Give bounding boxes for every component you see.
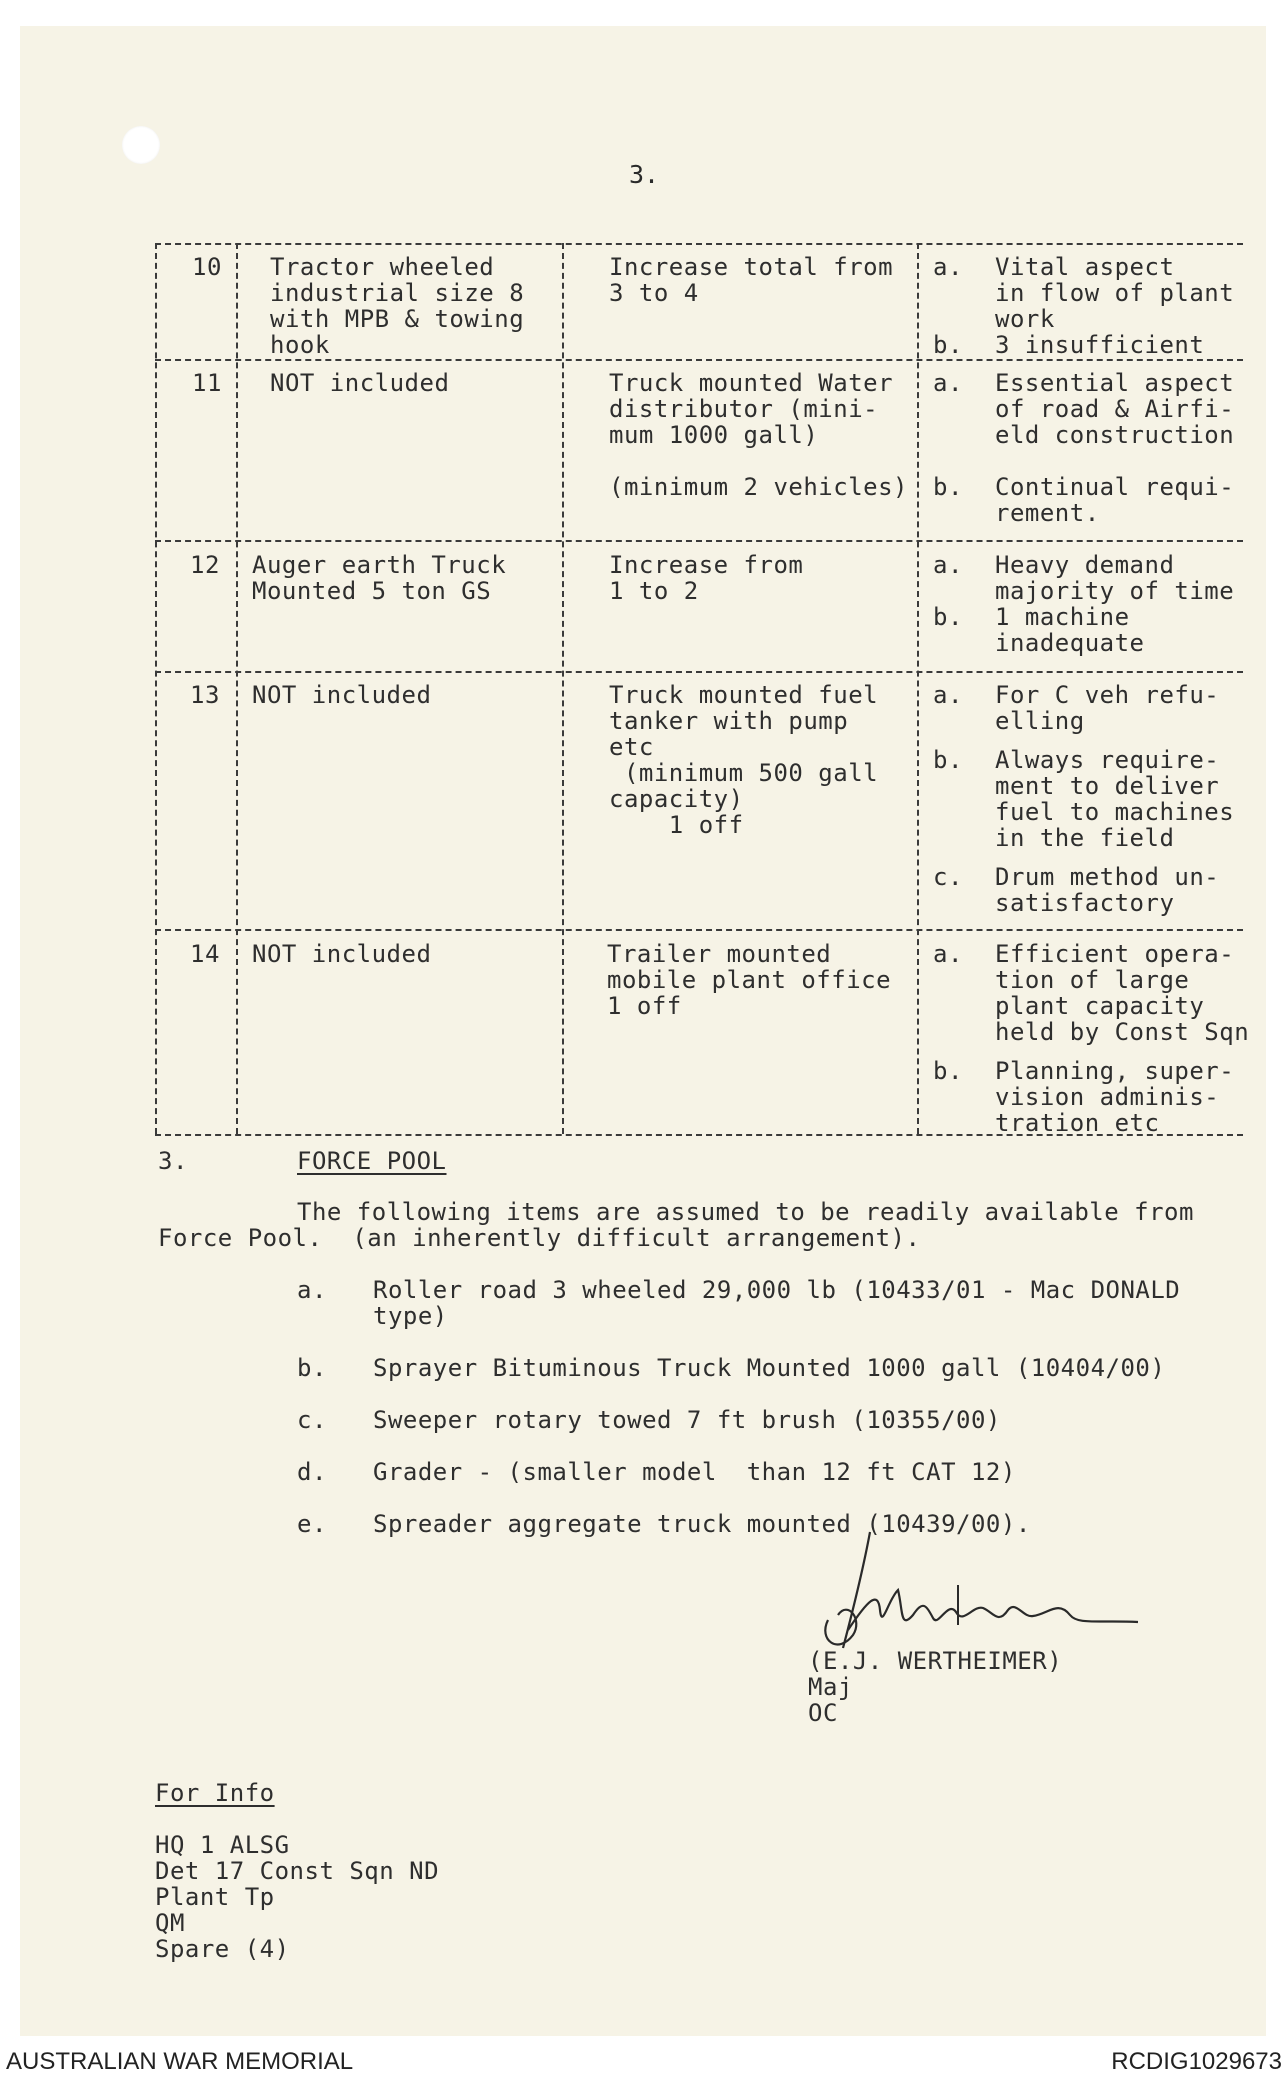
row-number: 14	[190, 940, 220, 968]
list-item-text: Sweeper rotary towed 7 ft brush (10355/00)	[373, 1406, 1001, 1434]
intro-text: Force Pool. (an inherently difficult arrangement).	[158, 1224, 921, 1252]
reason-text: 1 machine inadequate	[995, 603, 1145, 657]
table-col-line	[562, 243, 564, 1134]
reason-text: Planning, super- vision adminis- tration etc	[995, 1057, 1235, 1137]
reason-letter: c.	[933, 863, 963, 891]
reason-text: Vital aspect in flow of plant work	[995, 253, 1235, 333]
signatory-appointment: OC	[808, 1699, 838, 1727]
section-title: FORCE POOL	[297, 1147, 447, 1175]
table-rule	[155, 243, 1243, 245]
distribution-heading: For Info	[155, 1779, 275, 1807]
row-number: 11	[192, 369, 222, 397]
reason-letter: a.	[933, 369, 963, 397]
list-item-text: Sprayer Bituminous Truck Mounted 1000 gall (10404/00)	[373, 1354, 1166, 1382]
list-item-letter: c.	[297, 1406, 327, 1434]
equipment-current: Tractor wheeled industrial size 8 with MPB & towing hook	[270, 253, 525, 359]
distribution-item: QM	[155, 1909, 185, 1937]
reason-letter: a.	[933, 551, 963, 579]
list-item-letter: d.	[297, 1458, 327, 1486]
table-col-line	[236, 243, 238, 1134]
reason-letter: a.	[933, 681, 963, 709]
list-item-text: Roller road 3 wheeled 29,000 lb (10433/01 - Mac DONALD type)	[373, 1276, 1181, 1330]
equipment-proposed: Trailer mounted mobile plant office 1 off	[607, 940, 892, 1020]
reason-text: Always require- ment to deliver fuel to machines in the field	[995, 746, 1235, 852]
row-number: 12	[190, 551, 220, 579]
reason-text: Drum method un- satisfactory	[995, 863, 1220, 917]
table-col-line	[155, 243, 157, 1134]
equipment-proposed: Truck mounted fuel tanker with pump etc (minimum 500 gall capacity) 1 off	[609, 681, 879, 839]
table-col-line	[917, 243, 919, 1134]
equipment-proposed: Truck mounted Water distributor (mini- mum 1000 gall) (minimum 2 vehicles)	[609, 369, 908, 501]
equipment-proposed: Increase from 1 to 2	[609, 551, 804, 605]
reason-letter: b.	[933, 746, 963, 774]
equipment-current: NOT included	[252, 681, 432, 709]
list-item-text: Grader - (smaller model than 12 ft CAT 12)	[373, 1458, 1016, 1486]
reason-letter: b.	[933, 1057, 963, 1085]
signatory-name: (E.J. WERTHEIMER)	[808, 1647, 1063, 1675]
table-rule	[155, 359, 1243, 361]
page-number: 3.	[628, 160, 660, 189]
list-item-text: Spreader aggregate truck mounted (10439/00).	[373, 1510, 1031, 1538]
reason-text: 3 insufficient	[995, 331, 1205, 359]
table-rule	[155, 540, 1243, 542]
reason-letter: b.	[933, 603, 963, 631]
table-rule	[155, 671, 1243, 673]
equipment-proposed: Increase total from 3 to 4	[609, 253, 894, 307]
intro-text: The following items are assumed to be readily available from	[297, 1198, 1194, 1226]
distribution-item: Plant Tp	[155, 1883, 275, 1911]
reason-letter: a.	[933, 253, 963, 281]
distribution-item: Spare (4)	[155, 1935, 290, 1963]
reason-text: Efficient opera- tion of large plant capacity held by Const Sqn	[995, 940, 1250, 1046]
list-item-letter: b.	[297, 1354, 327, 1382]
distribution-item: HQ 1 ALSG	[155, 1831, 290, 1859]
equipment-current: NOT included	[270, 369, 450, 397]
punch-hole	[122, 126, 160, 164]
section-number: 3.	[158, 1147, 188, 1175]
equipment-current: NOT included	[252, 940, 432, 968]
archive-id: RCDIG1029673	[1111, 2048, 1282, 2075]
reason-text: For C veh refu- elling	[995, 681, 1220, 735]
table-rule	[155, 929, 1243, 931]
reason-text: Essential aspect of road & Airfi- eld construction	[995, 369, 1235, 449]
list-item-letter: e.	[297, 1510, 327, 1538]
equipment-current: Auger earth Truck Mounted 5 ton GS	[252, 551, 507, 605]
distribution-item: Det 17 Const Sqn ND	[155, 1857, 440, 1885]
reason-text: Continual requi- rement.	[995, 473, 1235, 527]
row-number: 10	[192, 253, 222, 281]
reason-letter: b.	[933, 473, 963, 501]
list-item-letter: a.	[297, 1276, 327, 1304]
row-number: 13	[190, 681, 220, 709]
reason-text: Heavy demand majority of time	[995, 551, 1235, 605]
reason-letter: b.	[933, 331, 963, 359]
archive-label: AUSTRALIAN WAR MEMORIAL	[6, 2048, 354, 2075]
reason-letter: a.	[933, 940, 963, 968]
signatory-rank: Maj	[808, 1673, 853, 1701]
